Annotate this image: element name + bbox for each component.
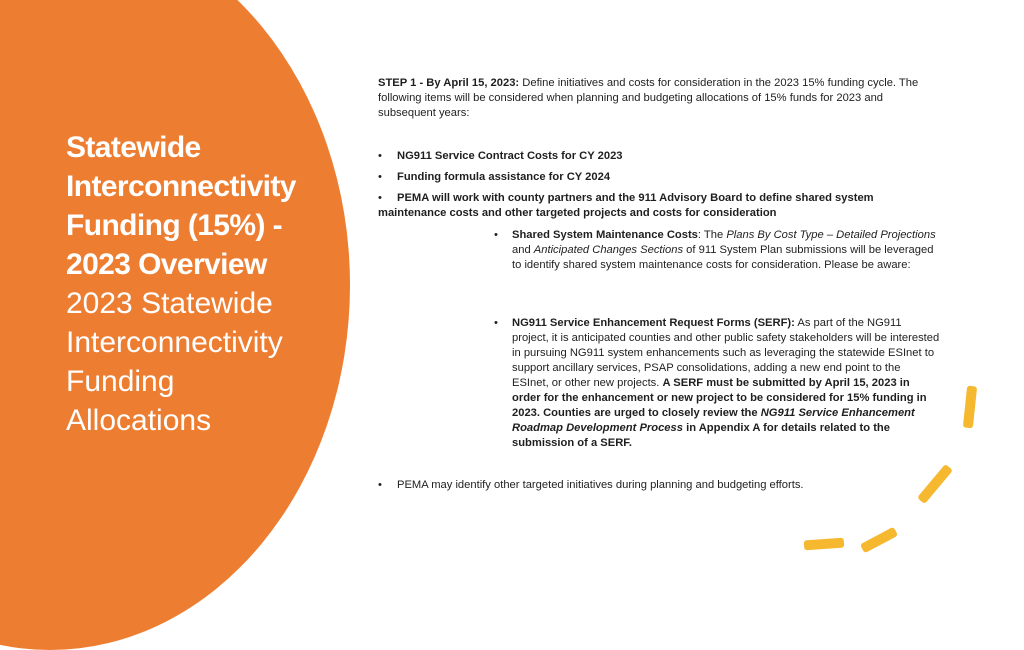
bullet-text: PEMA may identify other targeted initiatives during planning and budgeting efforts. [397, 479, 804, 491]
bullet-item [378, 478, 938, 493]
accent-dash [963, 386, 977, 429]
title-heading [66, 128, 336, 284]
title-subtitle [66, 284, 336, 440]
subtitle-line: Interconnectivity [66, 326, 283, 359]
step-label: STEP 1 - By April 15, 2023: [378, 77, 520, 89]
sub-text: As part of the NG911 project, it is anticipated counties and other public safety stakeholders will be interested in pursuing NG911 system enhancements such as leveraging the statewide ESInet to support ancillary services, PSAP consolidations, adding a new end point to the ESInet, or other new projects. [512, 317, 940, 389]
bullet-dot: • [378, 171, 382, 183]
sub-text: : The [697, 229, 727, 241]
bullet-dot: • [378, 192, 382, 204]
sub-bold-italic: NG911 Service Enhancement Roadmap Development Process [512, 407, 915, 434]
title-line: Funding (15%) - [66, 209, 282, 242]
sub-bold: in Appendix A for details related to the submission of a SERF. [512, 422, 890, 449]
slide-title [66, 128, 336, 440]
sub-text: and [512, 244, 534, 256]
sub-bold: A SERF must be submitted by April 15, 2023 in order for the enhancement or new project to be considered for 15% funding in 2023. Counties are urged to closely review the [512, 377, 927, 419]
bullet-text: PEMA will work with county partners and the 911 Advisory Board to define shared system maintenance costs and other targeted projects and costs for consideration [378, 192, 874, 219]
bullet-item [378, 170, 938, 185]
bullet-item [378, 149, 938, 164]
sub-bullet-text [512, 228, 940, 273]
sub-italic: Anticipated Changes Sections [533, 244, 684, 256]
subtitle-line: Funding [66, 365, 175, 398]
sub-bullet-item [494, 316, 940, 451]
step-paragraph [378, 76, 938, 121]
subtitle-line: Allocations [66, 404, 212, 437]
accent-dash [860, 527, 898, 554]
step-text: Define initiatives and costs for consideration in the 2023 15% funding cycle. The following items will be considered when planning and budgeting allocations of 15% funds for 2023 and subsequent years: [378, 77, 919, 119]
sub-bold: NG911 Service Enhancement Request Forms (SERF): [512, 317, 795, 329]
sub-bullet-text [512, 316, 940, 451]
bullet-text: Funding formula assistance for CY 2024 [397, 171, 611, 183]
title-line: Interconnectivity [66, 170, 296, 203]
sub-text: of 911 System Plan submissions will be leveraged to identify shared system maintenance costs for consideration. Please be aware: [512, 244, 934, 271]
bullet-dot: • [378, 479, 382, 491]
bullet-item [378, 191, 923, 221]
title-line: 2023 Overview [66, 248, 267, 281]
bullet-dot: • [494, 317, 498, 329]
title-line: Statewide [66, 131, 201, 164]
bullet-dot: • [494, 229, 498, 241]
accent-dash [804, 538, 845, 551]
bullet-text: NG911 Service Contract Costs for CY 2023 [397, 150, 623, 162]
sub-italic: Plans By Cost Type – Detailed Projections [726, 229, 936, 241]
bullet-dot: • [378, 150, 382, 162]
subtitle-line: 2023 Statewide [66, 287, 273, 320]
sub-bold: Shared System Maintenance Costs [512, 229, 698, 241]
sub-bullet-item [494, 228, 940, 273]
